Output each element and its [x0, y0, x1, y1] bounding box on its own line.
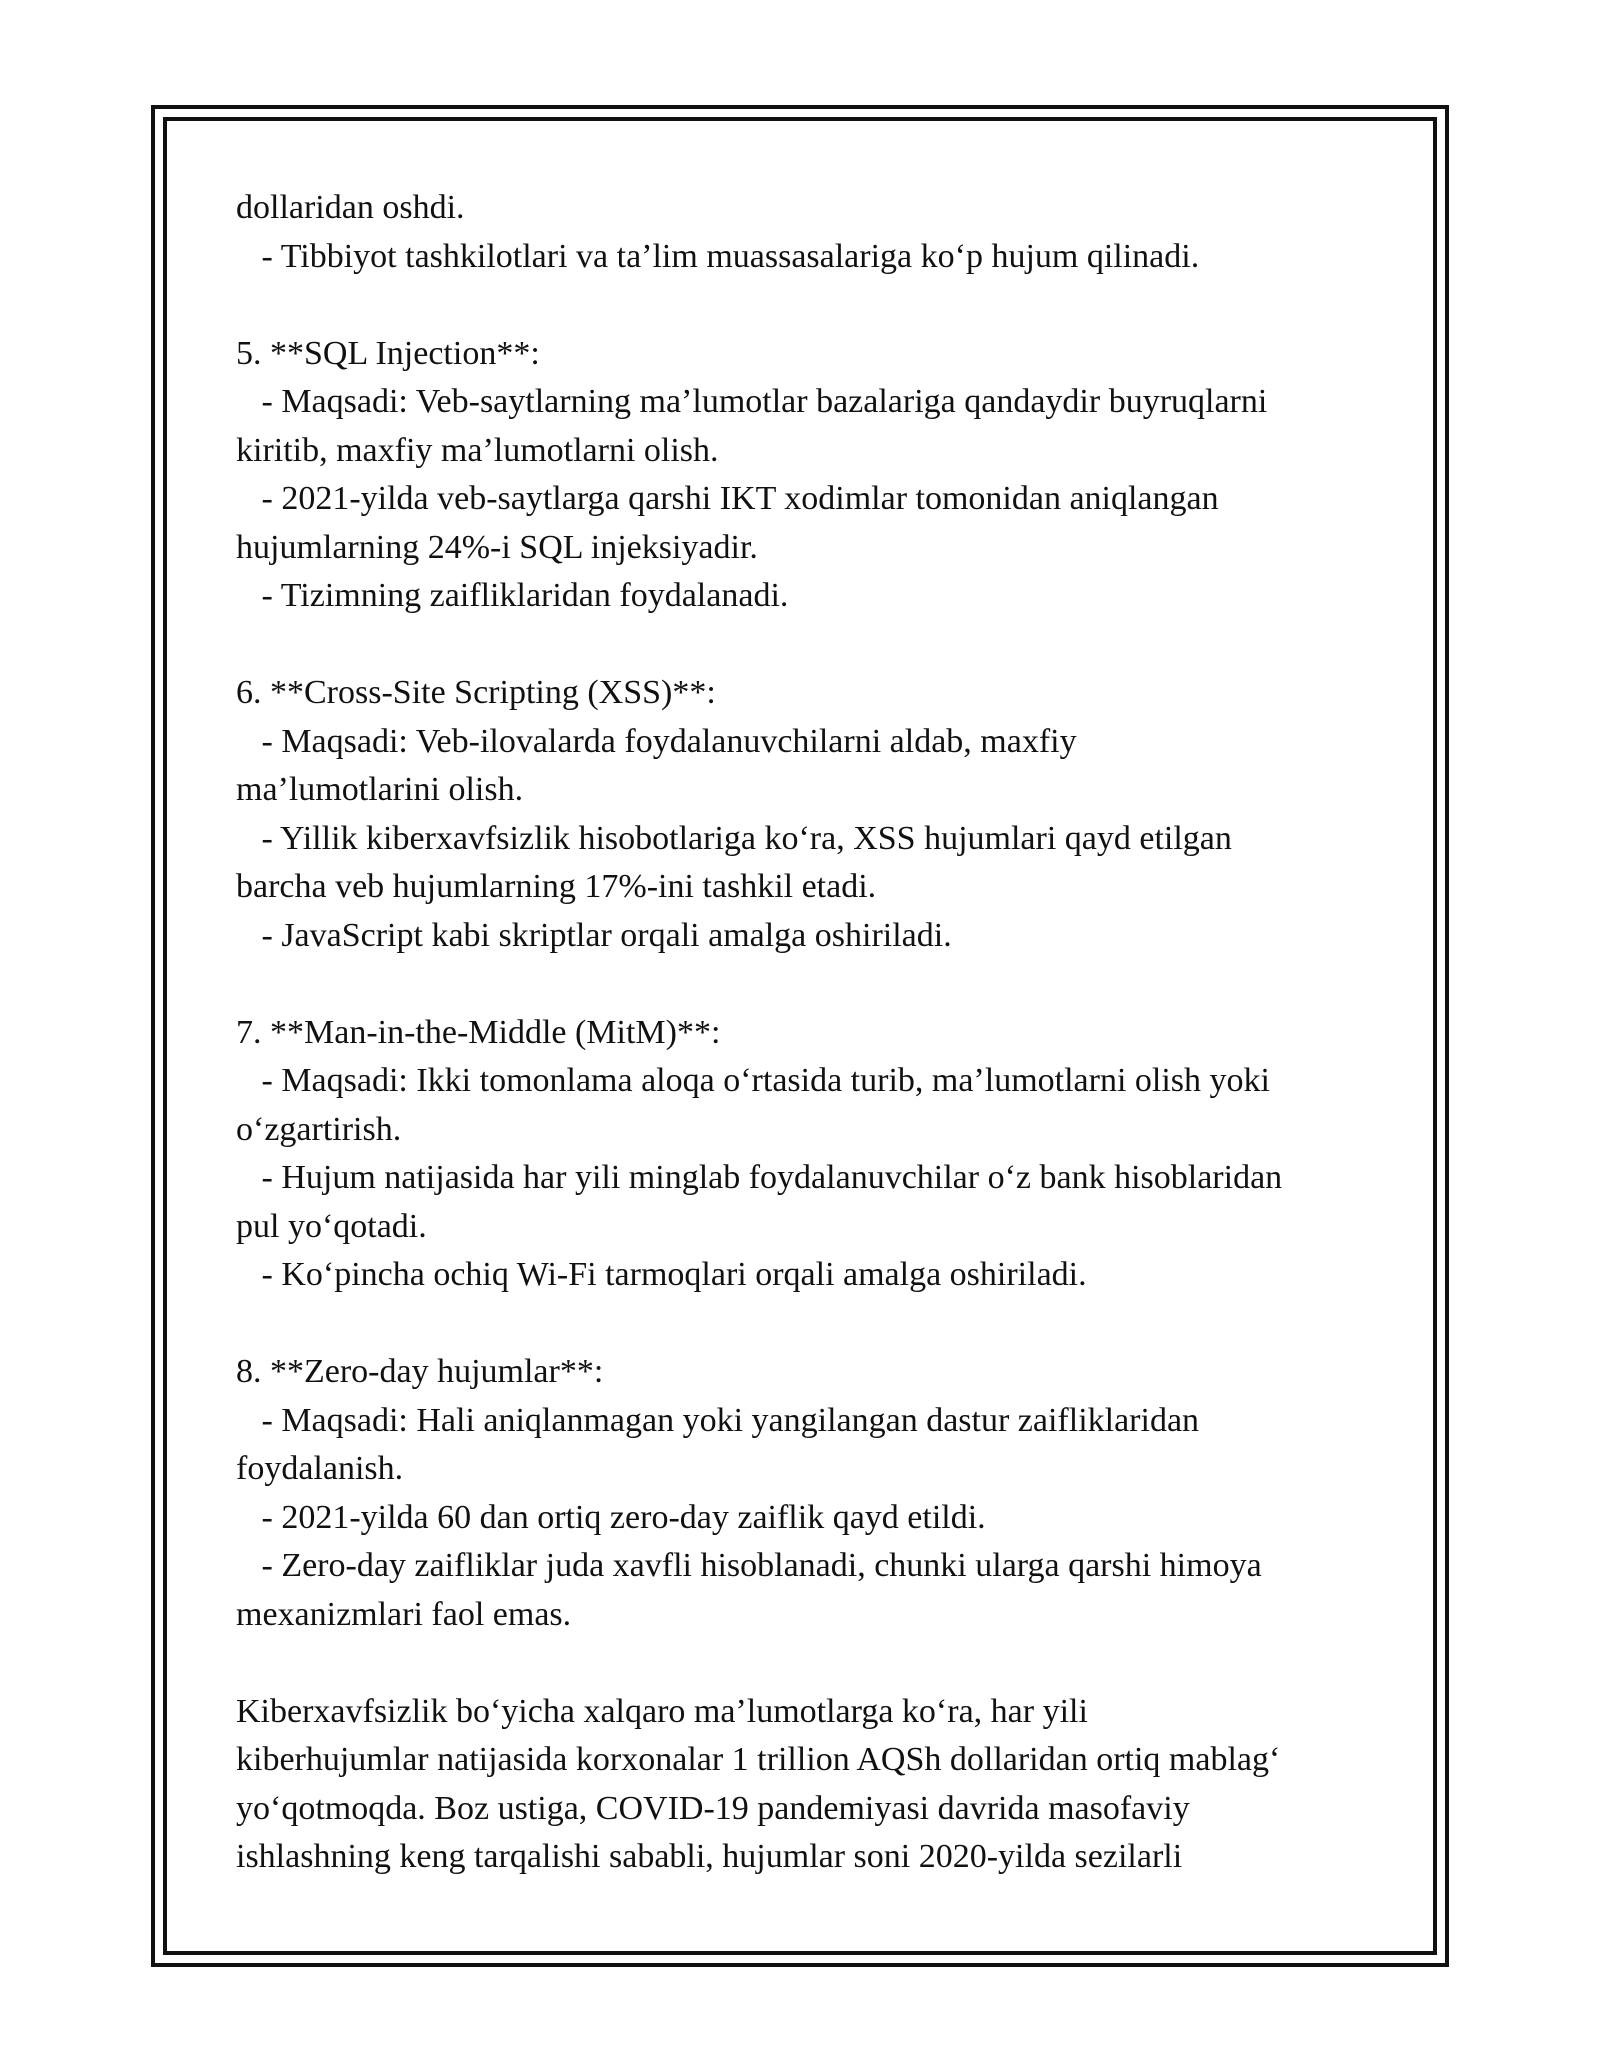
- blank-line: [236, 960, 1376, 1009]
- text-line: - Maqsadi: Ikki tomonlama aloqa o‘rtasida turib, ma’lumotlarni olish yoki: [236, 1062, 1270, 1099]
- paragraph-line: kiberhujumlar natijasida korxonalar 1 trillion AQSh dollaridan ortiq mablag‘: [236, 1741, 1281, 1778]
- text-line: foydalanish.: [236, 1450, 404, 1487]
- blank-line: [236, 1300, 1376, 1349]
- text-line: - Hujum natijasida har yili minglab foydalanuvchilar o‘z bank hisoblaridan: [236, 1159, 1283, 1196]
- section-heading: 8. **Zero-day hujumlar**:: [236, 1353, 604, 1390]
- text-line: barcha veb hujumlarning 17%-ini tashkil etadi.: [236, 868, 877, 905]
- text-line: dollaridan oshdi.: [236, 189, 465, 226]
- text-line: - Maqsadi: Veb-saytlarning ma’lumotlar bazalariga qandaydir buyruqlarni: [236, 383, 1268, 420]
- text-line: - 2021-yilda 60 dan ortiq zero-day zaiflik qayd etildi.: [236, 1498, 986, 1536]
- paragraph-line: yo‘qotmoqda. Boz ustiga, COVID-19 pandemiyasi davrida masofaviy: [236, 1789, 1190, 1827]
- text-line: hujumlarning 24%-i SQL injeksiyadir.: [236, 528, 758, 566]
- text-line: kiritib, maxfiy ma’lumotlarni olish.: [236, 431, 719, 469]
- paragraph-line: Kiberxavfsizlik bo‘yicha xalqaro ma’lumotlarga ko‘ra, har yili: [236, 1692, 1088, 1730]
- text-line: - Ko‘pincha ochiq Wi-Fi tarmoqlari orqali amalga oshiriladi.: [236, 1256, 1087, 1293]
- text-line: ma’lumotlarini olish.: [236, 771, 524, 808]
- blank-line: [236, 621, 1376, 670]
- text-line: - JavaScript kabi skriptlar orqali amalga oshiriladi.: [236, 916, 952, 954]
- section-heading: 5. **SQL Injection**:: [236, 334, 540, 372]
- text-line: - Zero-day zaifliklar juda xavfli hisoblanadi, chunki ularga qarshi himoya: [236, 1547, 1262, 1584]
- text-line: - Tibbiyot tashkilotlari va ta’lim muassasalariga ko‘p hujum qilinadi.: [236, 237, 1200, 275]
- paragraph-line: ishlashning keng tarqalishi sababli, hujumlar soni 2020-yilda sezilarli: [236, 1838, 1183, 1875]
- blank-line: [236, 1639, 1376, 1688]
- text-line: mexanizmlari faol emas.: [236, 1595, 572, 1633]
- section-heading: 6. **Cross-Site Scripting (XSS)**:: [236, 674, 716, 711]
- text-line: - Tizimning zaifliklaridan foydalanadi.: [236, 577, 789, 614]
- document-body: [236, 184, 1376, 1882]
- text-line: pul yo‘qotadi.: [236, 1207, 427, 1245]
- text-line: - 2021-yilda veb-saytlarga qarshi IKT xodimlar tomonidan aniqlangan: [236, 480, 1219, 517]
- text-line: - Maqsadi: Veb-ilovalarda foydalanuvchilarni aldab, maxfiy: [236, 722, 1077, 760]
- section-heading: 7. **Man-in-the-Middle (MitM)**:: [236, 1013, 721, 1051]
- text-line: o‘zgartirish.: [236, 1110, 402, 1148]
- text-line: - Yillik kiberxavfsizlik hisobotlariga ko‘ra, XSS hujumlari qayd etilgan: [236, 819, 1232, 857]
- text-line: - Maqsadi: Hali aniqlanmagan yoki yangilangan dastur zaifliklaridan: [236, 1401, 1200, 1439]
- blank-line: [236, 281, 1376, 330]
